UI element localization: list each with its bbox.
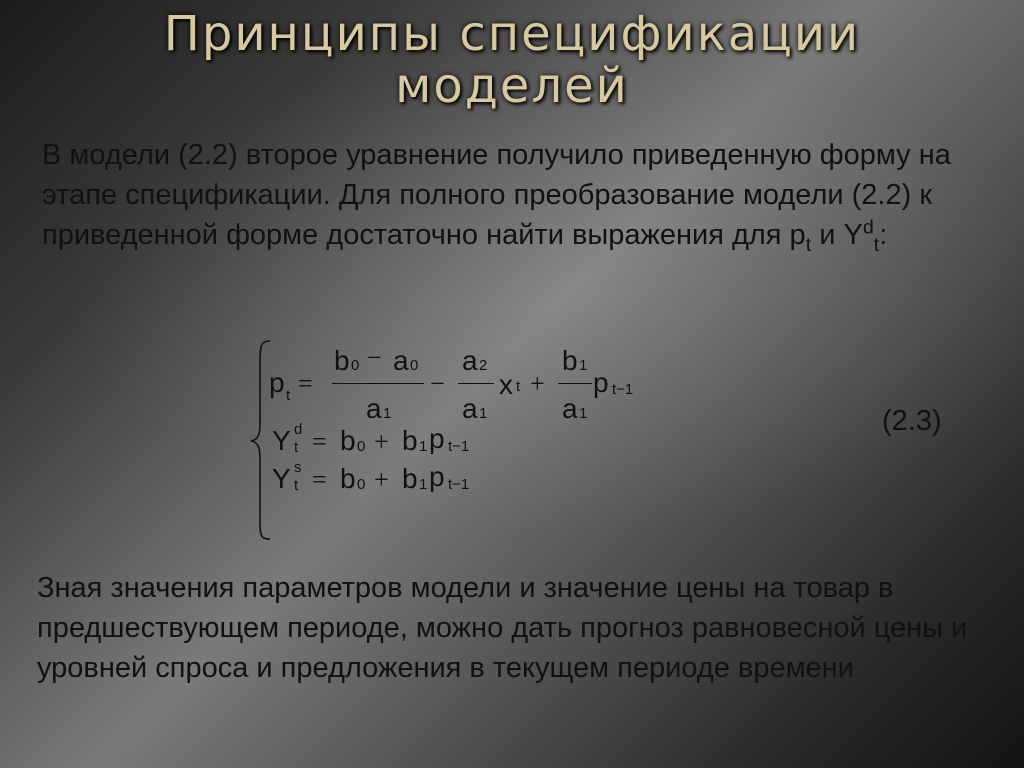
intro-colon: : [879, 219, 888, 251]
frac3-den-a-sub: 1 [579, 405, 588, 422]
equation-system [250, 335, 680, 545]
conclusion-paragraph: Зная значения параметров модели и значение цены на товар в предшествующем периоде, можно дать прогноз равновесной цены и уровней спроса и предложения в текущем периоде времени [37, 572, 968, 684]
eq1-plus: + [530, 369, 545, 398]
eq3-Y-sup: s [294, 459, 302, 476]
equation-number: (2.3) [882, 405, 942, 437]
frac1-bar [332, 383, 424, 384]
eq3-p-sub: t−1 [448, 476, 470, 493]
eq1-p-sub: t [286, 387, 291, 404]
eq3-b1: b [402, 463, 418, 494]
eq2-Y-sub: t [294, 439, 299, 456]
eq2-p-sub: t−1 [448, 438, 470, 455]
frac3-den-a: a [562, 393, 578, 424]
eq1-equals: = [298, 369, 313, 398]
frac3-num-b: b [562, 345, 578, 376]
eq2-p: p [429, 423, 445, 454]
frac1-num-b-sub: 0 [351, 357, 360, 374]
frac1-num-minus: − [367, 343, 382, 372]
frac2-num-a-sub: 2 [479, 357, 488, 374]
eq3-Y: Y [272, 463, 291, 494]
frac3-num-b-sub: 1 [579, 357, 588, 374]
intro-sub-t2: t [873, 233, 880, 256]
eq1-p-lag: p [593, 367, 609, 398]
frac1-num-a: a [393, 345, 409, 376]
frac1-num-a-sub: 0 [410, 357, 419, 374]
eq3-b0: b [340, 463, 356, 494]
eq2-b1-sub: 1 [419, 438, 428, 455]
eq1-p: p [269, 367, 285, 398]
eq2-b0-sub: 0 [357, 438, 366, 455]
eq1-p-lag-sub: t−1 [612, 381, 634, 398]
eq2-equals: = [312, 427, 327, 456]
frac3-bar [558, 383, 592, 384]
eq1-x-sub: t [516, 378, 521, 395]
brace-path [252, 341, 270, 539]
frac2-den-a-sub: 1 [479, 405, 488, 422]
frac2-bar [458, 383, 494, 384]
eq3-equals: = [312, 465, 327, 494]
frac2-den-a: a [462, 393, 478, 424]
slide-title [0, 8, 1024, 112]
eq2-Y-sup: d [294, 421, 303, 438]
eq3-b0-sub: 0 [357, 476, 366, 493]
frac1-den-a-sub: 1 [383, 405, 392, 422]
eq3-p: p [429, 461, 445, 492]
intro-text: В модели (2.2) второе уравнение получило приведенную форму на этапе спецификации. Для полного преобразование модели (2.2) к приведенной форме достаточно найти выражения для p [42, 139, 951, 251]
intro-sup-d: d [862, 216, 874, 239]
eq3-Y-sub: t [294, 477, 299, 494]
eq2-Y: Y [272, 425, 291, 456]
intro-sub-t: t [805, 233, 812, 256]
frac1-den-a: a [366, 393, 382, 424]
eq2-b0: b [340, 425, 356, 456]
eq1-minus: − [430, 369, 445, 398]
frac1-num-b: b [334, 345, 350, 376]
intro-and: и Y [811, 219, 863, 251]
eq3-plus: + [374, 465, 389, 494]
frac2-num-a: a [462, 345, 478, 376]
intro-paragraph [42, 135, 992, 255]
eq3-b1-sub: 1 [419, 476, 428, 493]
eq1-x: x [499, 369, 513, 400]
eq2-b1: b [402, 425, 418, 456]
title-line-2: моделей [395, 58, 629, 114]
eq2-plus: + [374, 427, 389, 456]
title-line-1: Принципы спецификации [163, 6, 861, 62]
